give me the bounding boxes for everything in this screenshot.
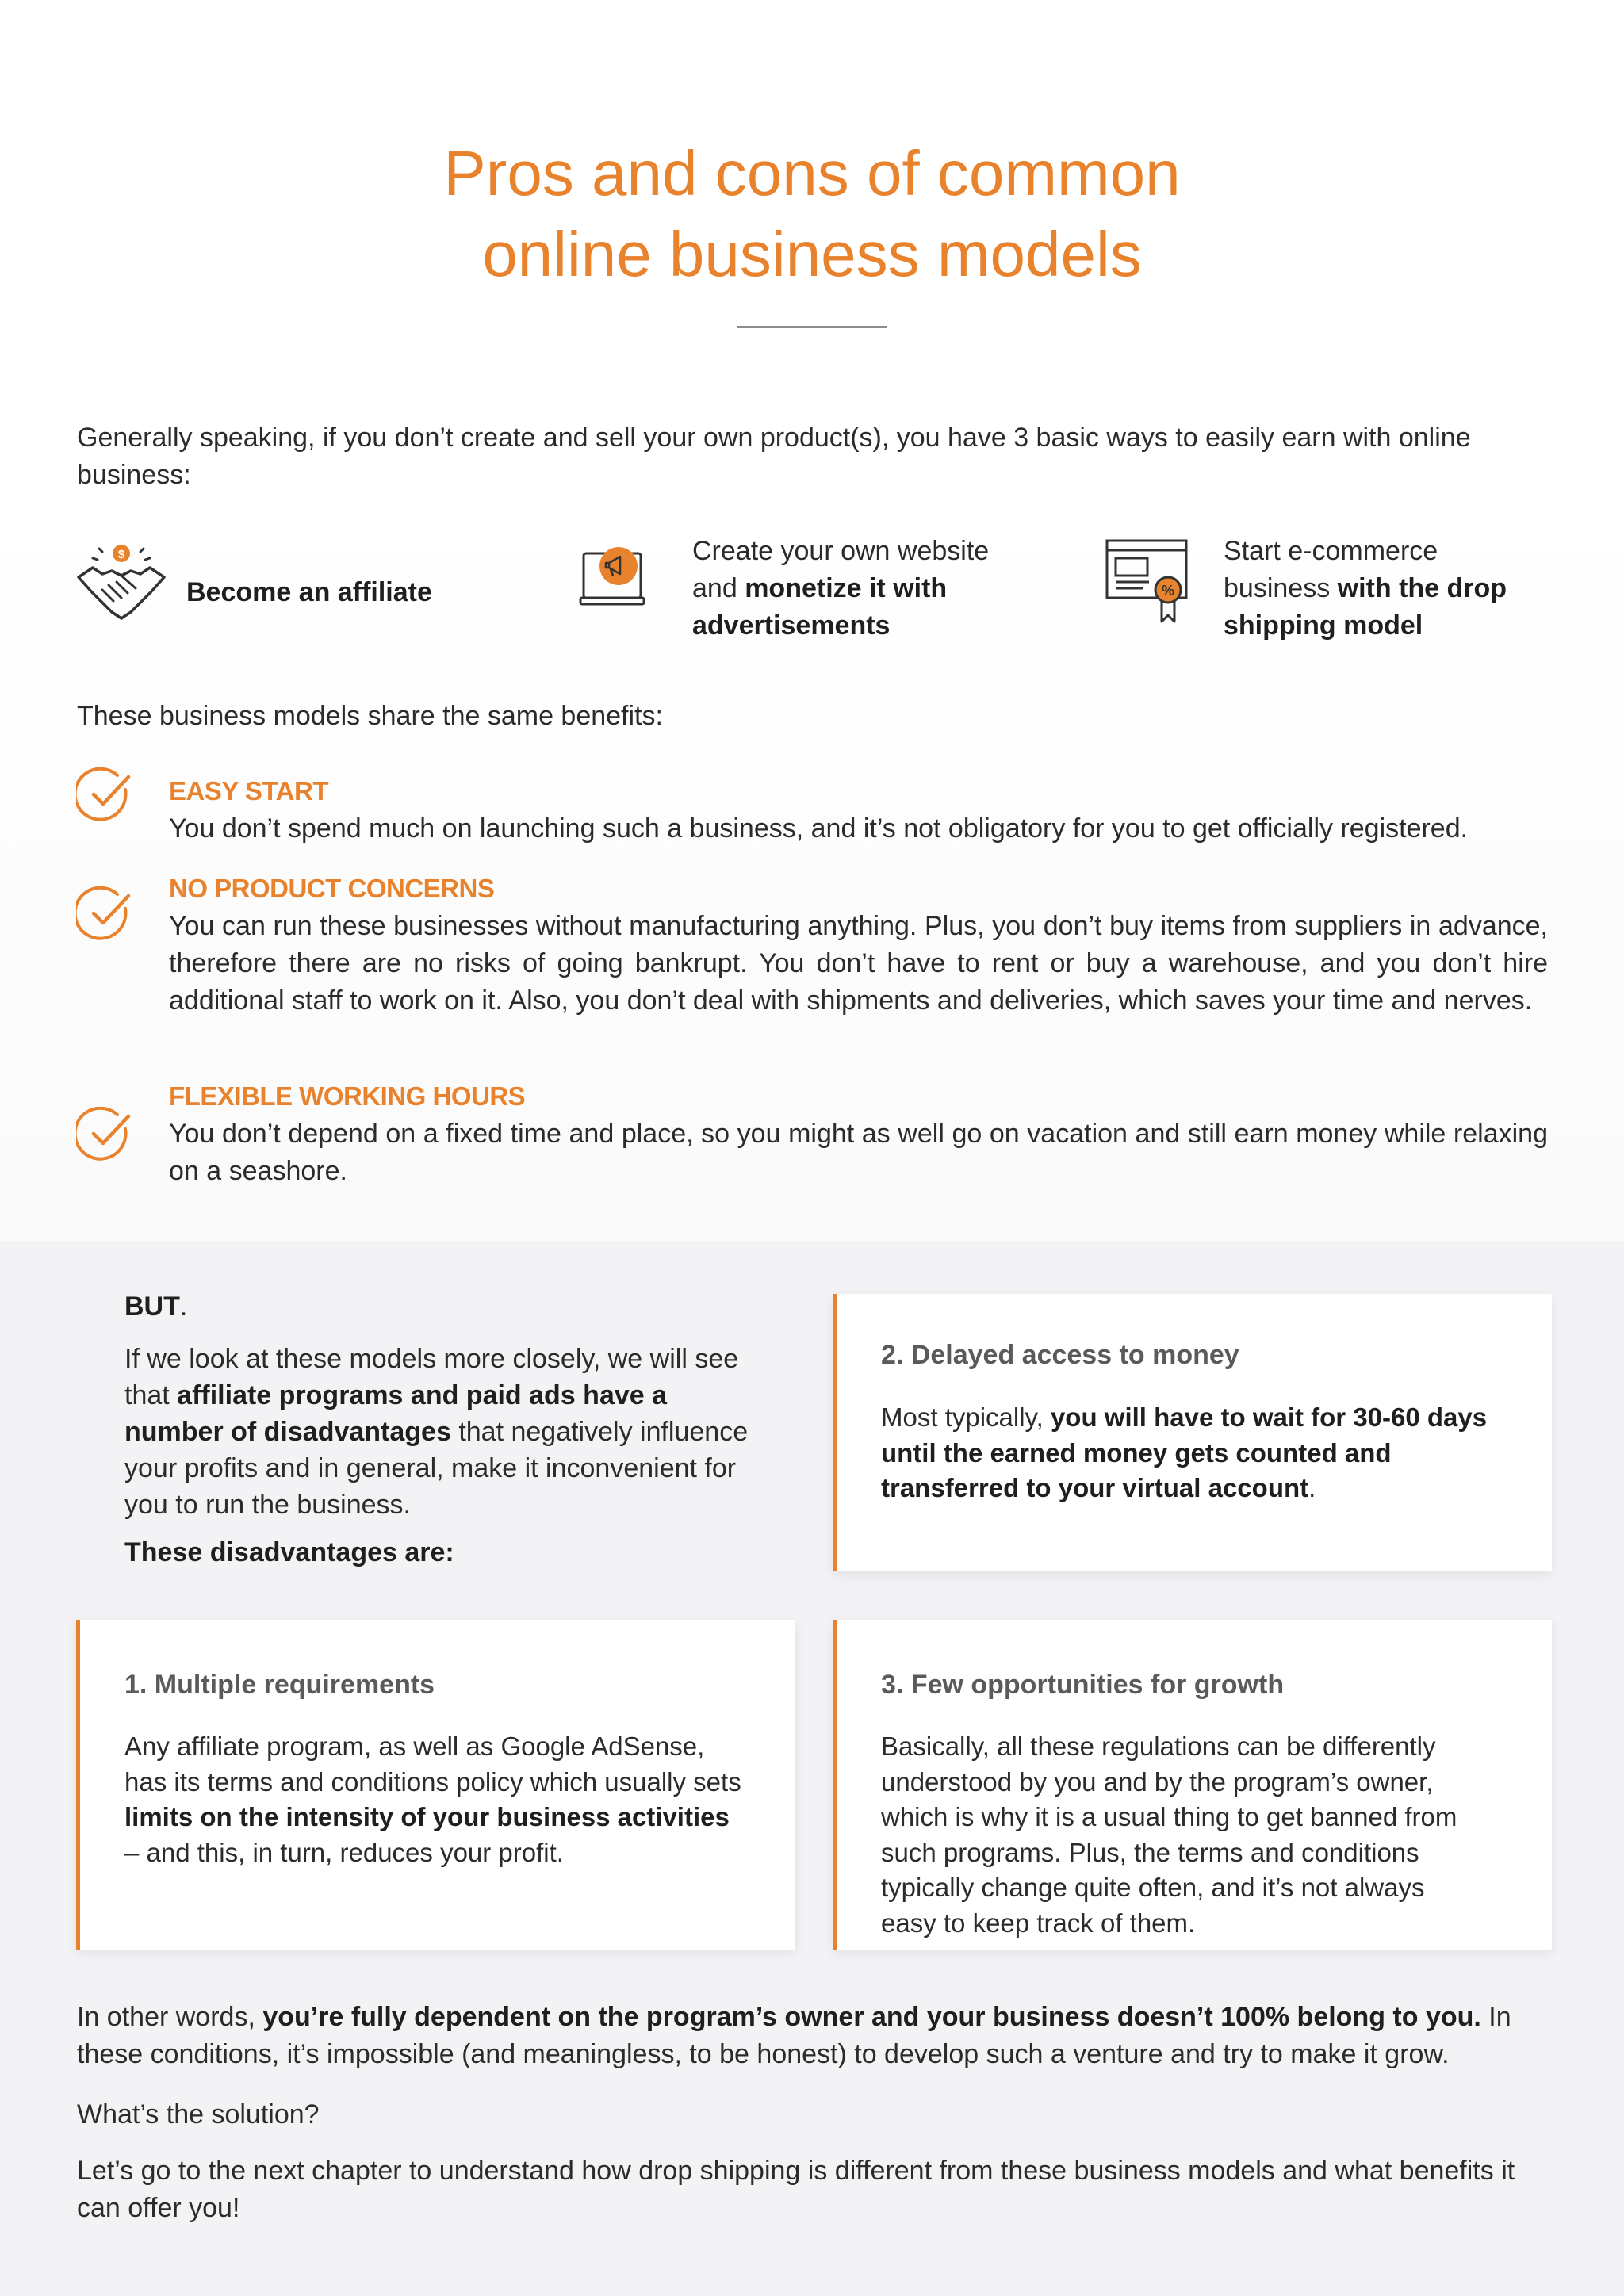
benefit-heading: EASY START (169, 776, 328, 806)
card-few-opportunities (833, 1620, 1552, 1950)
laptop-megaphone-icon (579, 538, 645, 626)
title-line-1: Pros and cons of common (443, 138, 1181, 209)
card-title: 2. Delayed access to money (881, 1340, 1239, 1370)
solution-question: What’s the solution? (77, 2099, 320, 2130)
check-circle-icon (76, 767, 133, 825)
card-delayed-access (833, 1294, 1552, 1571)
next-chapter-paragraph: Let’s go to the next chapter to understand how drop shipping is different from these business models and what benefits it can offer you! (77, 2156, 1515, 2223)
shared-benefits-intro: These business models share the same benefits: (77, 701, 663, 731)
title-line-2: online business models (482, 219, 1142, 289)
intro-paragraph: Generally speaking, if you don’t create and sell your own product(s), you have 3 basic ways to easily earn with online business: (77, 423, 1471, 490)
conclusion-paragraph: In other words, you’re fully dependent on the program’s owner and your business doesn’t 100% belong to you. In these conditions, it’s impossible (and meaningless, to be honest) to develop such a venture and try to make it grow. (77, 2002, 1511, 2069)
check-circle-icon (76, 886, 133, 943)
model-website-ads-label: Create your own website and monetize it with advertisements (692, 536, 990, 641)
card-body: Any affiliate program, as well as Google AdSense, has its terms and conditions policy which usually sets limits on the intensity of your business activities – and this, in turn, reduces your profit. (124, 1732, 741, 1867)
model-affiliate (75, 536, 488, 631)
disadvantages-description: If we look at these models more closely, we will see that affiliate programs and paid ads have a number of disadvantages that negatively influence your profits and in general, make it inconvenient for you to run the business. (124, 1344, 749, 1520)
card-multiple-requirements (76, 1620, 795, 1950)
card-body: Basically, all these regulations can be differently understood by you and by the program’s owner, which is why it is a usual thing to get banned from such programs. Plus, the terms and conditions typically change quite often, and it’s not always easy to keep track of them. (881, 1732, 1457, 1938)
title-divider (737, 326, 887, 328)
but-label: BUT. (124, 1292, 188, 1322)
benefit-body: You can run these businesses without manufacturing anything. Plus, you don’t buy items from suppliers in advance, therefore there are no risks of going bankrupt. You don’t have to rent or buy a warehouse, and you don’t hire additional staff to work on it. Also, you don’t deal with shipments and deliveries, which saves your time and nerves. (169, 911, 1548, 1016)
card-body: Most typically, you will have to wait for 30-60 days until the earned money gets counted and transferred to your virtual account. (881, 1402, 1488, 1502)
check-circle-icon (76, 1107, 133, 1164)
model-ecommerce (1105, 533, 1549, 652)
model-affiliate-label: Become an affiliate (186, 577, 432, 607)
card-title: 3. Few opportunities for growth (881, 1670, 1285, 1700)
disadvantages-list-intro: These disadvantages are: (124, 1537, 454, 1567)
handshake-icon (75, 539, 167, 626)
model-ecommerce-label: Start e-commerce business with the drop shipping model (1224, 536, 1507, 641)
benefit-heading: FLEXIBLE WORKING HOURS (169, 1081, 526, 1111)
benefit-heading: NO PRODUCT CONCERNS (169, 874, 495, 903)
page-title (0, 133, 1624, 295)
ecommerce-certificate-icon (1105, 538, 1192, 625)
card-title: 1. Multiple requirements (124, 1670, 435, 1700)
svg-text:$: $ (117, 548, 125, 561)
benefit-body: You don’t depend on a fixed time and place, so you might as well go on vacation and still earn money while relaxing on a seashore. (169, 1119, 1548, 1186)
benefit-body: You don’t spend much on launching such a business, and it’s not obligatory for you to get officially registered. (169, 813, 1469, 844)
model-website-ads (579, 533, 1055, 652)
disadvantages-intro (124, 1288, 759, 1571)
svg-text:%: % (1161, 583, 1175, 599)
